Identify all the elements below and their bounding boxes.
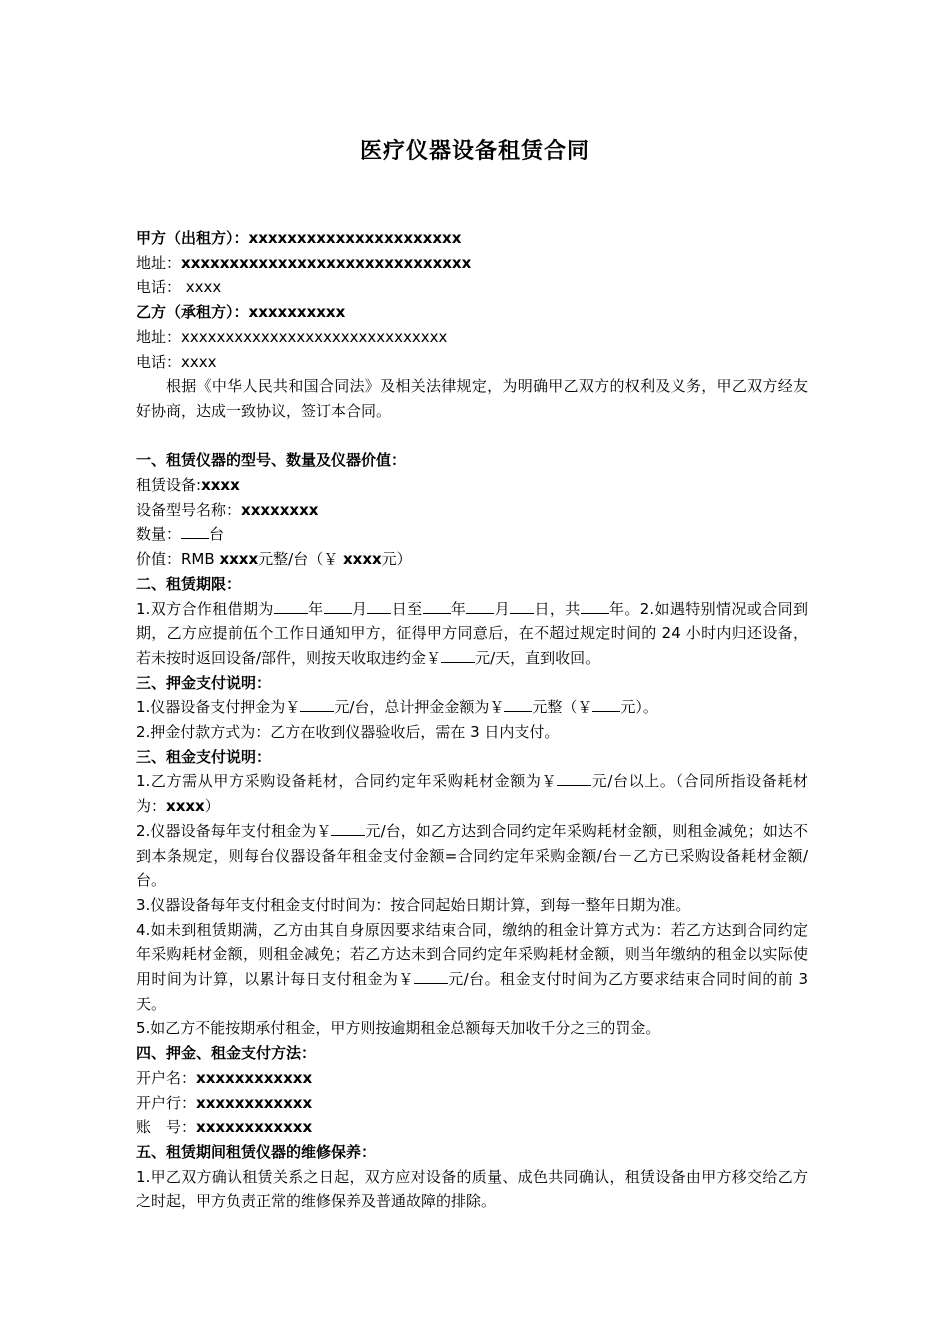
account-name-line (136, 1066, 808, 1091)
quantity-blank (181, 523, 209, 539)
lease-term-text: 年 (307, 599, 324, 618)
party-a-address-line (136, 251, 808, 276)
device-line (136, 473, 808, 498)
quantity-line (136, 522, 808, 547)
party-b-label: 乙方（承租方）： (136, 303, 249, 322)
blank (466, 598, 494, 614)
blank (324, 598, 352, 614)
party-a-name: xxxxxxxxxxxxxxxxxxxxxx (248, 229, 462, 247)
model-label: 设备型号名称： (136, 500, 242, 519)
party-b-address: xxxxxxxxxxxxxxxxxxxxxxxxxxxxxx (181, 327, 448, 346)
device-value: xxxx (201, 476, 240, 495)
rent-paragraph-1 (136, 769, 808, 818)
maintenance-paragraph-1: 1.甲乙双方确认租赁关系之日起，双方应对设备的质量、成色共同确认，租赁设备由甲方移交给乙方之时起，甲方负责正常的维修保养及普通故障的排除。 (136, 1167, 808, 1211)
party-a-address-label: 地址： (136, 253, 182, 272)
blank (367, 598, 391, 614)
section-3b-heading: 三、租金支付说明： (136, 747, 272, 766)
deposit-line-1 (136, 695, 808, 720)
preamble-paragraph: 根据《中华人民共和国合同法》及相关法律规定，为明确甲乙双方的权利及义务，甲乙双方经友好协商，达成一致协议，签订本合同。 (136, 377, 808, 420)
bank-line (136, 1091, 808, 1116)
party-a-label: 甲方（出租方）： (136, 229, 249, 247)
section-4-heading: 四、押金、租金支付方法： (136, 1044, 317, 1063)
lease-term-text: 日至 (391, 599, 423, 618)
party-a-address: xxxxxxxxxxxxxxxxxxxxxxxxxxxxxx (181, 253, 472, 272)
value-amount-2: xxxx (342, 550, 382, 569)
blank (581, 598, 609, 614)
document-title: 医疗仪器设备租赁合同 (359, 139, 590, 164)
party-a-tel-label: 电话： (136, 278, 182, 297)
party-b-address-line (136, 325, 808, 350)
blank (592, 696, 620, 712)
lease-term-text: 日，共 (534, 599, 581, 618)
lease-term-text: 月 (494, 599, 511, 618)
party-b-address-label: 地址： (136, 327, 182, 346)
consumable-value: xxxx (166, 797, 205, 816)
model-line (136, 498, 808, 523)
lease-term-text: 月 (351, 599, 368, 618)
party-b-name: xxxxxxxxxx (248, 303, 346, 322)
account-number: xxxxxxxxxxxx (196, 1118, 313, 1137)
lease-term-text: 年 (450, 599, 467, 618)
lease-term-paragraph (136, 597, 808, 671)
rent-text: 1.乙方需从甲方采购设备耗材，合同约定年采购耗材金额为￥ (136, 772, 558, 791)
blank (300, 696, 334, 712)
section-3-heading: 三、押金支付说明： (136, 673, 272, 692)
lease-term-text: 元/天，直到收回。 (475, 648, 601, 667)
rent-paragraph-3: 3.仪器设备每年支付租金支付时间为：按合同起始日期计算，到每一整年日期为准。 (136, 895, 691, 914)
account-name: xxxxxxxxxxxx (196, 1068, 313, 1087)
party-a-tel: xxxx (185, 278, 222, 297)
lease-term-text: 1.双方合作租借期为 (136, 599, 274, 618)
lease-term-text: 年。2.如遇特别情况或合同到期，乙方应提前伍个工作日通知甲方，征得甲方同意后，在不超过规定时间的 24 小时内归还设备，若未按时返回设备/部件，则按天收取违约金￥ (136, 599, 808, 667)
rent-text: ） (204, 797, 220, 816)
section-1-heading: 一、租赁仪器的型号、数量及仪器价值： (136, 451, 407, 470)
rent-text: 元/台。租金支付时间为乙方要求结束合同时间的前 3 天。 (136, 970, 808, 1013)
blank (441, 647, 475, 663)
party-b-tel-label: 电话： (136, 352, 182, 371)
rent-text: 元/台，如乙方达到合同约定年采购耗材金额，则租金减免；如达不到本条规定，则每台仪器设备年租金支付金额=合同约定年采购金额/台－乙方已采购设备耗材金额/台。 (136, 821, 808, 890)
value-line (136, 547, 808, 572)
bank-label: 开户行： (136, 1093, 197, 1112)
deposit-line-2: 2.押金付款方式为：乙方在收到仪器验收后，需在 3 日内支付。 (136, 723, 560, 742)
account-number-label: 账 号： (136, 1118, 197, 1137)
blank (557, 770, 591, 786)
rent-text: 2.仪器设备每年支付租金为￥ (136, 821, 332, 840)
blank (331, 820, 365, 836)
deposit-text: 1.仪器设备支付押金为￥ (136, 698, 301, 717)
document-body (136, 226, 808, 1214)
party-b-tel: xxxx (181, 352, 217, 371)
bank-name: xxxxxxxxxxxx (196, 1093, 313, 1112)
value-end: 元） (381, 550, 412, 569)
deposit-text: 元整（￥ (532, 698, 593, 717)
blank (414, 968, 448, 984)
rent-paragraph-4 (136, 918, 808, 1017)
account-name-label: 开户名： (136, 1068, 197, 1087)
blank (274, 598, 308, 614)
party-b-line (136, 300, 808, 325)
blank (504, 696, 532, 712)
value-label: 价值：RMB (136, 550, 220, 569)
account-number-line (136, 1115, 808, 1140)
quantity-unit: 台 (209, 525, 225, 544)
device-label: 租赁设备: (136, 476, 202, 495)
rent-text: 元/台以上。（合同所指设备耗材为： (136, 772, 808, 816)
model-value: xxxxxxxx (241, 500, 319, 519)
section-5-heading: 五、租赁期间租赁仪器的维修保养： (136, 1143, 377, 1161)
section-2-heading: 二、租赁期限： (136, 574, 242, 593)
deposit-text: 元/台，总计押金金额为￥ (334, 698, 505, 717)
value-mid: 元整/台（￥ (258, 550, 343, 569)
party-b-tel-line (136, 350, 808, 375)
blank (510, 598, 534, 614)
party-a-tel-line (136, 275, 808, 300)
value-amount: xxxx (219, 550, 259, 569)
blank (423, 598, 451, 614)
deposit-text: 元）。 (620, 698, 658, 717)
rent-text: 4.如未到租赁期满，乙方由其自身原因要求结束合同，缴纳的租金计算方式为：若乙方达到合同约定年采购耗材金额，则租金减免；若乙方达未到合同约定年采购耗材金额，则当年缴纳的租金以实际使用时间为计算，以累计每日支付租金为￥ (136, 920, 808, 989)
quantity-label: 数量： (136, 525, 182, 544)
section-spacer (136, 424, 808, 449)
rent-paragraph-5: 5.如乙方不能按期承付租金，甲方则按逾期租金总额每天加收千分之三的罚金。 (136, 1019, 661, 1038)
party-a-line (136, 226, 808, 251)
rent-paragraph-2 (136, 819, 808, 893)
